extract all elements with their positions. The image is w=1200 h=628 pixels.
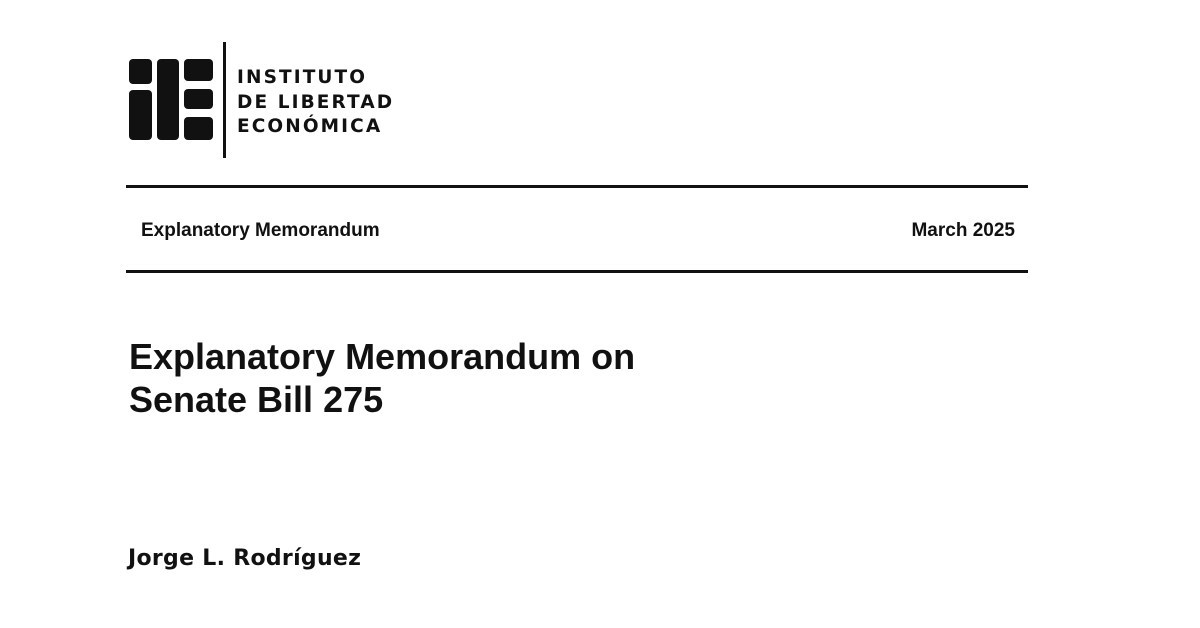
logo-wordmark [237,66,457,140]
document-title-line-1: Explanatory Memorandum on [129,336,636,377]
logo-divider [223,42,226,158]
logo-line-3: ECONÓMICA [237,116,383,137]
logo-line-2: DE LIBERTAD [237,91,395,113]
document-date: March 2025 [911,220,1015,241]
document-title [129,335,889,421]
header-rule-top [126,185,1028,188]
ile-logo-mark [129,42,213,158]
author-name: Jorge L. Rodríguez [128,546,362,571]
document-title-line-2: Senate Bill 275 [129,379,384,420]
header-rule-bottom [126,270,1028,273]
document-type-label: Explanatory Memorandum [141,220,380,241]
logo-line-1: INSTITUTO [237,67,368,88]
